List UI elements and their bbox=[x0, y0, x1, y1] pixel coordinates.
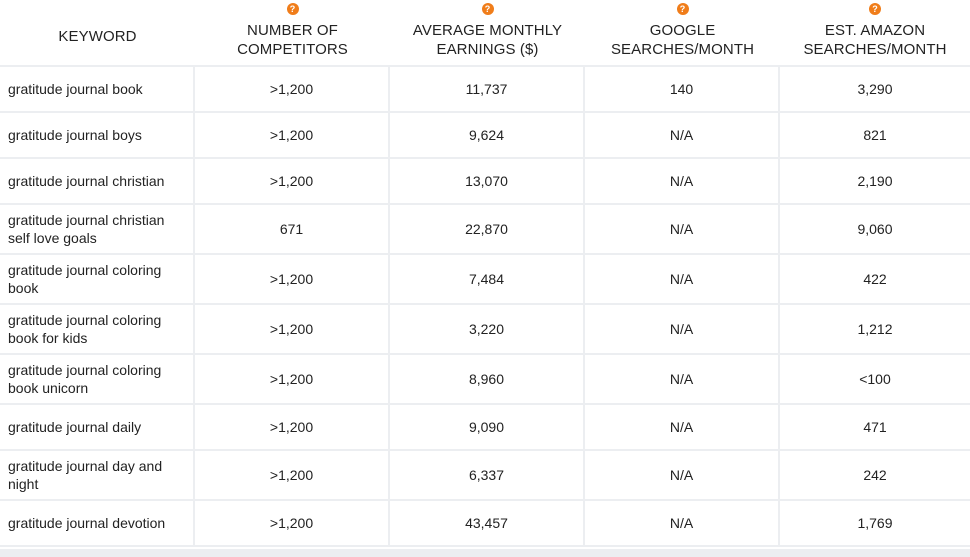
earnings-cell: 43,457 bbox=[390, 501, 585, 545]
table-row[interactable] bbox=[0, 205, 970, 255]
competitors-cell: >1,200 bbox=[195, 501, 390, 545]
competitors-cell: >1,200 bbox=[195, 159, 390, 203]
column-header-label: GOOGLE bbox=[649, 22, 716, 39]
help-icon[interactable]: ? bbox=[482, 3, 494, 15]
google-searches-cell: N/A bbox=[585, 255, 780, 303]
table-body bbox=[0, 67, 970, 547]
table-row[interactable] bbox=[0, 501, 970, 547]
amazon-searches-cell: 821 bbox=[863, 127, 887, 143]
google-searches-cell: N/A bbox=[585, 501, 780, 545]
earnings-cell: 7,484 bbox=[390, 255, 585, 303]
column-header-earnings[interactable] bbox=[390, 0, 585, 65]
competitors-cell: >1,200 bbox=[195, 255, 390, 303]
earnings-cell: 9,090 bbox=[390, 405, 585, 449]
earnings-cell: 13,070 bbox=[390, 159, 585, 203]
competitors-cell: 671 bbox=[195, 205, 390, 253]
column-header-label: AVERAGE MONTHLY bbox=[412, 22, 563, 39]
column-header-label: KEYWORD bbox=[58, 28, 137, 45]
column-header-label: NUMBER OF bbox=[247, 22, 338, 39]
help-icon[interactable]: ? bbox=[287, 3, 299, 15]
google-searches-cell: N/A bbox=[585, 205, 780, 253]
keyword-cell: gratitude journal book bbox=[0, 67, 195, 111]
column-header-label: EST. AMAZON bbox=[824, 22, 926, 39]
keyword-cell: gratitude journal christian bbox=[0, 159, 195, 203]
competitors-cell: >1,200 bbox=[195, 355, 390, 403]
amazon-searches-cell: 3,290 bbox=[857, 81, 893, 97]
earnings-cell: 11,737 bbox=[390, 67, 585, 111]
google-searches-cell: N/A bbox=[585, 305, 780, 353]
keyword-cell: gratitude journal day and night bbox=[0, 451, 195, 499]
column-header-keyword[interactable] bbox=[0, 0, 195, 65]
amazon-searches-cell: 1,212 bbox=[857, 321, 893, 337]
keyword-cell: gratitude journal coloring book for kids bbox=[0, 305, 195, 353]
column-header-label: COMPETITORS bbox=[237, 41, 348, 58]
google-searches-cell: N/A bbox=[585, 405, 780, 449]
column-header-label: EARNINGS ($) bbox=[436, 41, 539, 58]
table-row[interactable] bbox=[0, 113, 970, 159]
amazon-searches-cell: 1,769 bbox=[857, 515, 893, 531]
amazon-searches-cell: 242 bbox=[863, 467, 887, 483]
competitors-cell: >1,200 bbox=[195, 451, 390, 499]
keyword-cell: gratitude journal boys bbox=[0, 113, 195, 157]
help-icon[interactable]: ? bbox=[677, 3, 689, 15]
earnings-cell: 3,220 bbox=[390, 305, 585, 353]
keyword-cell: gratitude journal coloring book unicorn bbox=[0, 355, 195, 403]
earnings-cell: 9,624 bbox=[390, 113, 585, 157]
google-searches-cell: N/A bbox=[585, 451, 780, 499]
keyword-cell: gratitude journal christian self love goals bbox=[0, 205, 195, 253]
competitors-cell: >1,200 bbox=[195, 67, 390, 111]
help-icon[interactable]: ? bbox=[869, 3, 881, 15]
google-searches-cell: 140 bbox=[585, 67, 780, 111]
amazon-searches-cell: 471 bbox=[863, 419, 887, 435]
table-row[interactable] bbox=[0, 159, 970, 205]
amazon-searches-cell: 422 bbox=[863, 271, 887, 287]
table-row[interactable] bbox=[0, 67, 970, 113]
google-searches-cell: N/A bbox=[585, 113, 780, 157]
keyword-cell: gratitude journal daily bbox=[0, 405, 195, 449]
competitors-cell: >1,200 bbox=[195, 305, 390, 353]
amazon-searches-cell: <100 bbox=[859, 371, 891, 387]
google-searches-cell: N/A bbox=[585, 355, 780, 403]
column-header-google-searches[interactable] bbox=[585, 0, 780, 65]
earnings-cell: 6,337 bbox=[390, 451, 585, 499]
table-row[interactable] bbox=[0, 305, 970, 355]
table-row[interactable] bbox=[0, 355, 970, 405]
column-header-label: SEARCHES/MONTH bbox=[803, 41, 947, 58]
table-header bbox=[0, 0, 970, 67]
competitors-cell: >1,200 bbox=[195, 113, 390, 157]
column-header-competitors[interactable] bbox=[195, 0, 390, 65]
amazon-searches-cell: 9,060 bbox=[857, 221, 893, 237]
competitors-cell: >1,200 bbox=[195, 405, 390, 449]
table-footer-divider bbox=[0, 549, 970, 557]
table-row[interactable] bbox=[0, 255, 970, 305]
amazon-searches-cell: 2,190 bbox=[857, 173, 893, 189]
table-row[interactable] bbox=[0, 451, 970, 501]
keyword-cell: gratitude journal devotion bbox=[0, 501, 195, 545]
google-searches-cell: N/A bbox=[585, 159, 780, 203]
column-header-label: SEARCHES/MONTH bbox=[610, 41, 755, 58]
earnings-cell: 22,870 bbox=[390, 205, 585, 253]
column-header-amazon-searches[interactable] bbox=[780, 0, 970, 65]
keyword-cell: gratitude journal coloring book bbox=[0, 255, 195, 303]
table-row[interactable] bbox=[0, 405, 970, 451]
earnings-cell: 8,960 bbox=[390, 355, 585, 403]
